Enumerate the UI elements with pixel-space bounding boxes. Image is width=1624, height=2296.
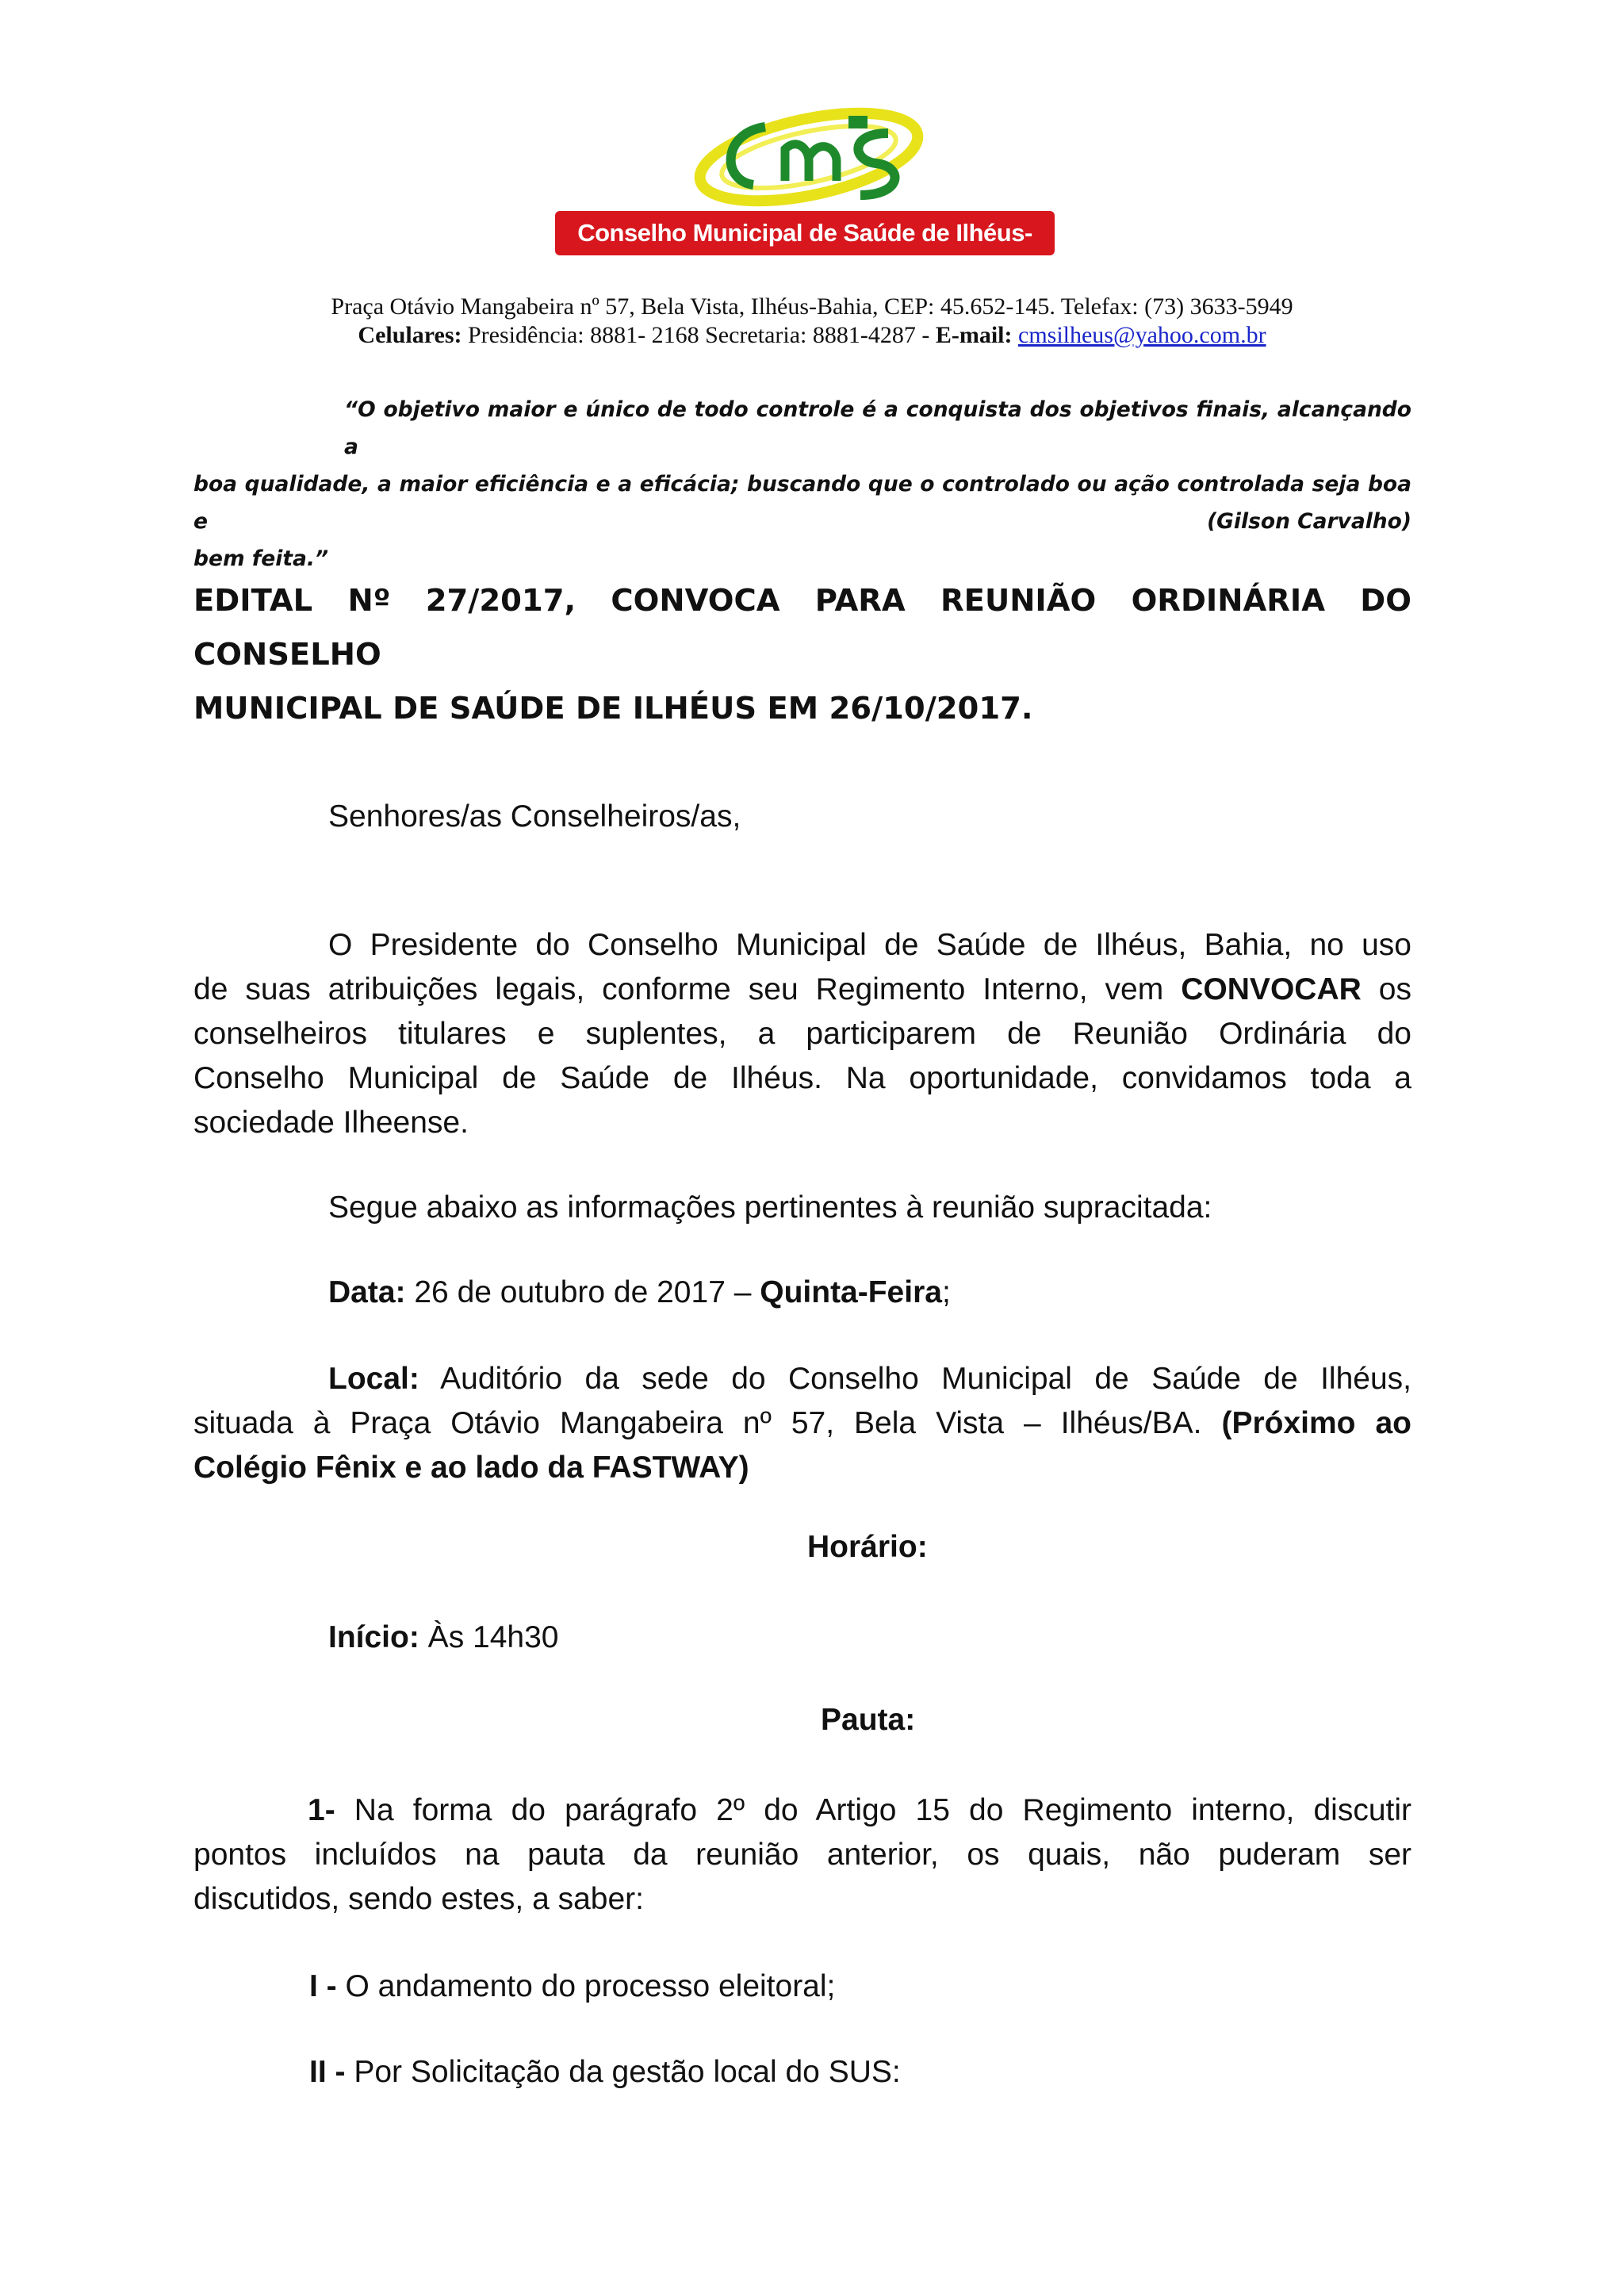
local-line-1: [193, 1357, 1411, 1401]
local-label: Local:: [328, 1362, 419, 1396]
meeting-start: [193, 1616, 1411, 1660]
para1-line-2-text: de suas atribuições legais, conforme seu Regimento Interno, vem: [193, 972, 1182, 1006]
subitem2-line: [193, 2050, 1411, 2095]
inicio-label: Início:: [328, 1620, 419, 1654]
epigraph-author: (Gilson Carvalho): [1207, 509, 1411, 534]
convocar-emphasis: CONVOCAR: [1181, 972, 1362, 1006]
inicio-line: [193, 1616, 1411, 1660]
item1-line-3: discutidos, sendo estes, a saber:: [193, 1882, 644, 1916]
subitem2-text: Por Solicitação da gestão local do SUS:: [345, 2055, 901, 2089]
email-label: E-mail:: [935, 322, 1013, 348]
salutation: [193, 795, 1411, 839]
local-line-2-bold: (Próximo ao: [1221, 1406, 1411, 1440]
info-intro-text: Segue abaixo as informações pertinentes à reunião supracitada:: [328, 1190, 1212, 1225]
subitem1-line: [193, 1964, 1411, 2009]
address-line: Praça Otávio Mangabeira nº 57, Bela Vista, Ilhéus-Bahia, CEP: 45.652-145. Telefax: (73) 3633-5949: [331, 293, 1293, 320]
agenda-subitem-2: [193, 2050, 1411, 2095]
local-line-2-text: situada à Praça Otávio Mangabeira nº 57, Bela Vista – Ilhéus/BA.: [193, 1406, 1222, 1440]
item1-line-2: pontos incluídos na pauta da reunião anterior, os quais, não puderam ser: [193, 1838, 1411, 1872]
cms-logo: [555, 102, 1055, 291]
para1-line-2: [193, 968, 1411, 1012]
para1-line-3: conselheiros titulares e suplentes, a participarem de Reunião Ordinária do: [193, 1017, 1411, 1051]
item1-line-1: [193, 1788, 1411, 1833]
agenda-item-1: [193, 1788, 1411, 1922]
info-intro: [193, 1186, 1411, 1230]
subitem1-text: O andamento do processo eleitoral;: [336, 1969, 836, 2003]
cms-logo-mark: [690, 102, 928, 213]
title-line-2: MUNICIPAL DE SAÚDE DE ILHÉUS EM 26/10/2017.: [193, 691, 1033, 726]
email-link[interactable]: cmsilheus@yahoo.com.br: [1018, 322, 1266, 348]
local-line-3: Colégio Fênix e ao lado da FASTWAY): [193, 1451, 749, 1485]
horario-heading: Horário:: [807, 1530, 928, 1564]
date-weekday: Quinta-Feira: [760, 1275, 942, 1309]
phones-text: Presidência: 8881- 2168 Secretaria: 8881-4287 -: [462, 322, 936, 348]
epigraph: [193, 391, 1411, 577]
salutation-text: Senhores/as Conselheiros/as,: [328, 799, 741, 834]
date-line: [193, 1271, 1411, 1315]
epigraph-line-1: “O objetivo maior e único de todo controle é a conquista dos objetivos finais, alcançando a: [344, 397, 1411, 459]
inicio-value: Às 14h30: [419, 1620, 559, 1654]
para1-line-5: sociedade Ilheense.: [193, 1106, 469, 1140]
subitem1-label: I -: [309, 1969, 337, 2003]
local-line-2: [193, 1401, 1411, 1446]
paragraph-convocation: [193, 923, 1411, 1145]
date-value: 26 de outubro de 2017 –: [405, 1275, 760, 1309]
contact-line: [0, 322, 1624, 349]
item1-label: 1-: [308, 1793, 335, 1827]
meeting-date: [193, 1271, 1411, 1315]
para1-line-2-end: os: [1361, 972, 1411, 1006]
date-end: ;: [941, 1275, 951, 1309]
page-title: [193, 574, 1411, 736]
item1-line-1-text: Na forma do parágrafo 2º do Artigo 15 do Regimento interno, discutir: [335, 1793, 1411, 1827]
epigraph-line-3: bem feita.”: [193, 546, 329, 571]
para1-line-1: O Presidente do Conselho Municipal de Saúde de Ilhéus, Bahia, no uso: [328, 928, 1411, 962]
epigraph-line-2: boa qualidade, a maior eficiência e a eficácia; buscando que o controlado ou ação controlada seja boa e: [193, 472, 1411, 534]
agenda-subitem-1: [193, 1964, 1411, 2009]
local-line-1-text: Auditório da sede do Conselho Municipal de Saúde de Ilhéus,: [419, 1362, 1411, 1396]
phones-label: Celulares:: [358, 322, 462, 348]
logo-banner: Conselho Municipal de Saúde de Ilhéus-Bahia: [555, 211, 1055, 255]
para1-line-4: Conselho Municipal de Saúde de Ilhéus. Na oportunidade, convidamos toda a: [193, 1061, 1411, 1095]
subitem2-label: II -: [309, 2055, 346, 2089]
pauta-heading: Pauta:: [821, 1703, 916, 1737]
date-label: Data:: [328, 1275, 406, 1309]
meeting-location: [193, 1357, 1411, 1490]
title-line-1: EDITAL Nº 27/2017, CONVOCA PARA REUNIÃO ORDINÁRIA DO CONSELHO: [193, 583, 1411, 673]
